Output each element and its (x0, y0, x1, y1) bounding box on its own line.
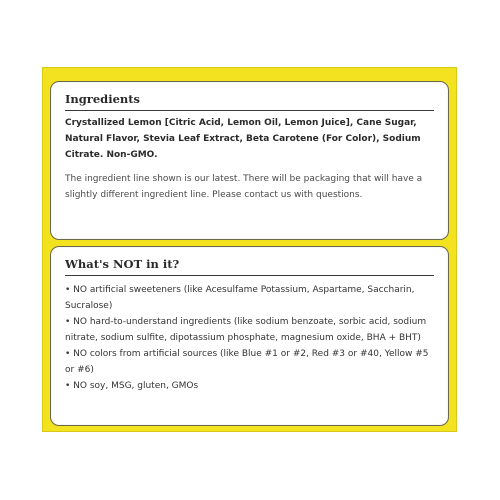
not-in-it-list (65, 282, 434, 394)
not-in-it-heading: What's NOT in it? (65, 247, 434, 276)
not-in-it-card (50, 246, 449, 426)
ingredients-heading: Ingredients (65, 82, 434, 111)
ingredients-card (50, 81, 449, 240)
list-item: • NO artificial sweeteners (like Acesulfame Potassium, Aspartame, Saccharin, Sucralose) (65, 285, 415, 311)
ingredients-note: The ingredient line shown is our latest. There will be packaging that will have a slightly different ingredient line. Please contact us with questions. (65, 174, 423, 200)
list-item: • NO hard-to-understand ingredients (like sodium benzoate, sorbic acid, sodium nitrate, sodium sulfite, dipotassium phosphate, magnesium oxide, BHA + BHT) (65, 317, 427, 343)
ingredients-list: Crystallized Lemon [Citric Acid, Lemon Oil, Lemon Juice], Cane Sugar, Natural Flavor, Stevia Leaf Extract, Beta Carotene (For Color), Sodium Citrate. Non-GMO. (65, 118, 421, 160)
list-item: • NO colors from artificial sources (like Blue #1 or #2, Red #3 or #40, Yellow #5 or #6) (65, 349, 429, 375)
list-item: • NO soy, MSG, gluten, GMOs (65, 381, 199, 391)
yellow-panel (42, 67, 457, 432)
